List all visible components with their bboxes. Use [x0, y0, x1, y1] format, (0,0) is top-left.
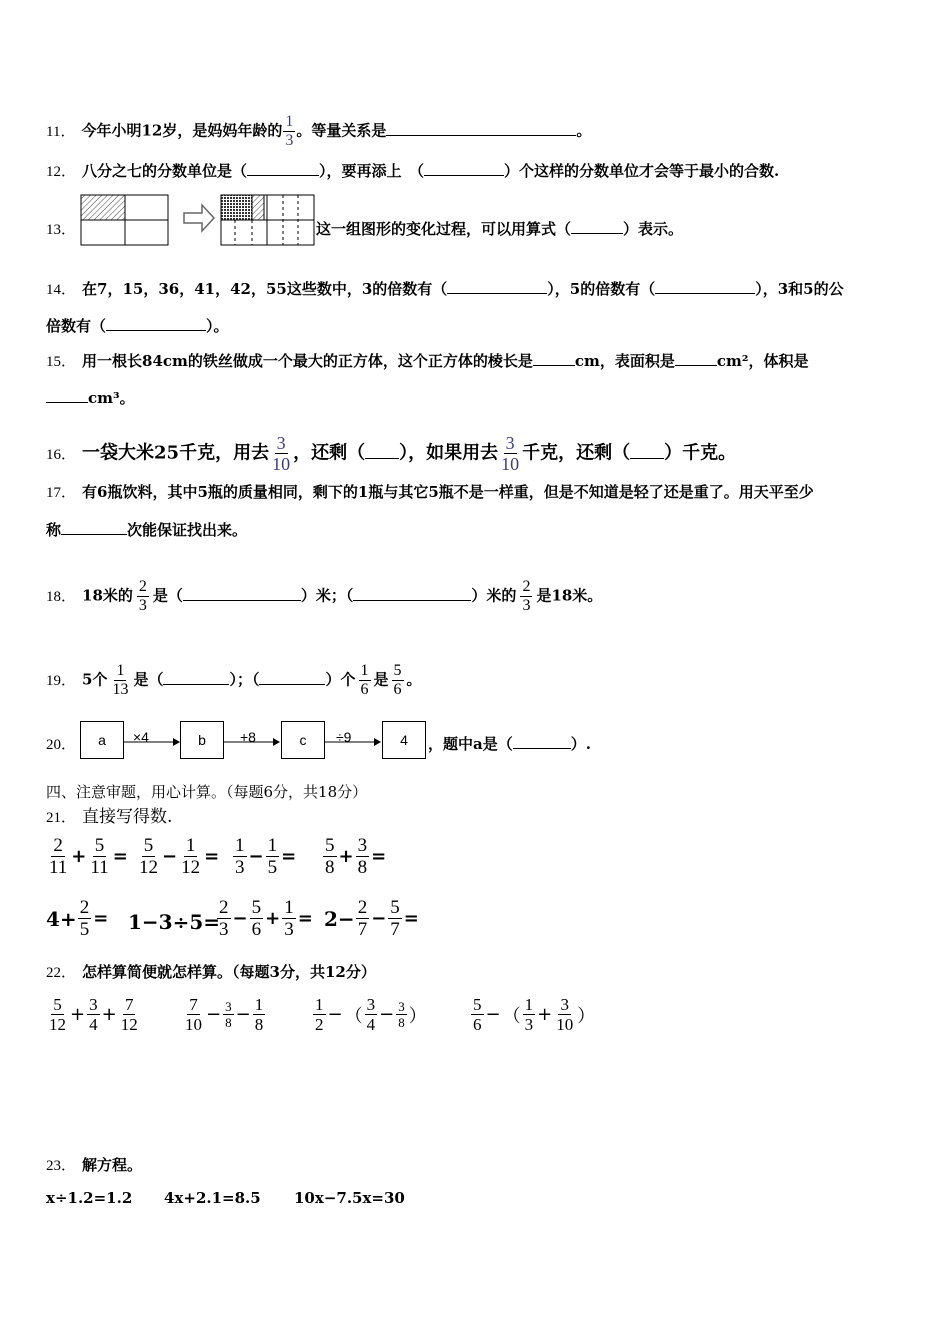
answer-blank[interactable] — [365, 444, 399, 459]
fraction: $\frac{1}{3}$ — [284, 897, 294, 940]
question-15: 15． 用一根长84cm的铁丝做成一个最大的正方体，这个正方体的棱长是 cm，表面积是 cm²，体积是 — [46, 352, 809, 370]
answer-blank[interactable] — [447, 279, 547, 294]
question-number: 22． — [46, 965, 77, 981]
calc-1: $\frac{2}{11}$ + $\frac{5}{11}$ = — [49, 835, 128, 878]
fraction: $\frac{5}{6}$ — [251, 897, 262, 940]
answer-blank[interactable] — [630, 444, 664, 459]
fraction: $\frac{1}{6}$ — [360, 662, 369, 698]
answer-blank[interactable] — [46, 388, 88, 403]
answer-blank[interactable] — [183, 586, 301, 601]
question-23: 23． 解方程。 — [46, 1156, 143, 1174]
answer-blank[interactable] — [571, 219, 623, 234]
answer-blank[interactable] — [353, 586, 471, 601]
fraction-diagram — [80, 194, 316, 248]
fraction: $\frac{5}{6}$ — [393, 662, 402, 698]
fraction: $\frac{5}{7}$ — [390, 897, 400, 940]
question-19: 19． 5个 $\frac{1}{13}$ 是（ ）；（ ）个 $\frac{1}{6}$ 是 $\frac{5}{6}$ 。 — [46, 662, 422, 698]
calc-6: 1−3÷5= — [128, 910, 221, 934]
question-21: 21． 直接写得数. — [46, 807, 173, 827]
fraction: $\frac{1}{13}$ — [112, 662, 129, 698]
fraction: $\frac{3}{8}$ — [398, 999, 405, 1030]
question-11: 11． 今年小明12岁，是妈妈年龄的 $\frac{1}{3}$ 。等量关系是 。 — [46, 113, 592, 149]
fraction: $\frac{5}{6}$ — [473, 995, 482, 1034]
fraction: $\frac{3}{10}$ — [272, 433, 291, 474]
question-18: 18． 18米的 $\frac{2}{3}$ 是（ ）米；（ ）米的 $\frac{2}{3}$ 是18米。 — [46, 578, 603, 614]
fraction: $\frac{2}{11}$ — [49, 835, 68, 878]
fraction: $\frac{1}{8}$ — [254, 995, 264, 1034]
answer-blank[interactable] — [424, 161, 504, 176]
rect-before — [81, 195, 168, 245]
arrow-icon — [324, 738, 381, 746]
simplify-4: $\frac{5}{6}$ − （ $\frac{1}{3}$ + $\frac{3}{10}$ ） — [473, 995, 596, 1034]
question-22: 22． 怎样算简便就怎样算。（每题3分，共12分） — [46, 963, 376, 981]
fraction: $\frac{1}{2}$ — [315, 995, 324, 1034]
flow-box-b: b — [180, 721, 224, 759]
equation-1: x÷1.2=1.2 — [46, 1189, 133, 1207]
fraction: $\frac{2}{7}$ — [357, 897, 368, 940]
simplify-1: $\frac{5}{12}$ + $\frac{3}{4}$ + $\frac{7}{12}$ — [49, 995, 138, 1034]
fraction: $\frac{1}{3}$ — [524, 995, 534, 1034]
calc-2: $\frac{5}{12}$ − $\frac{1}{12}$ = — [139, 835, 220, 878]
fraction: $\frac{1}{3}$ — [285, 113, 294, 149]
answer-blank[interactable] — [655, 279, 755, 294]
question-number: 23． — [46, 1158, 77, 1174]
question-number: 11． — [46, 123, 76, 140]
equation-3: 10x−7.5x=30 — [294, 1189, 405, 1207]
answer-blank[interactable] — [386, 121, 576, 136]
answer-blank[interactable] — [675, 351, 717, 366]
fraction: $\frac{3}{4}$ — [89, 995, 98, 1034]
fraction: $\frac{7}{12}$ — [120, 995, 138, 1034]
fraction: $\frac{3}{8}$ — [357, 835, 368, 878]
fraction: $\frac{3}{4}$ — [366, 995, 376, 1034]
question-number: 18． — [46, 588, 77, 605]
fraction: $\frac{3}{10}$ — [501, 433, 520, 474]
question-20: ，题中a是（ ）. — [428, 735, 591, 753]
flow-box-a: a — [80, 721, 124, 759]
answer-blank[interactable] — [106, 316, 206, 331]
simplify-2: $\frac{7}{10}$ − $\frac{3}{8}$ − $\frac{1}{8}$ — [185, 995, 264, 1034]
question-number: 15． — [46, 354, 77, 370]
question-16: 16． 一袋大米25千克，用去 $\frac{3}{10}$ ，还剩（ ），如果用去 $\frac{3}{10}$ 千克，还剩（ ）千克。 — [46, 433, 737, 474]
question-number: 16． — [46, 446, 77, 463]
question-number: 12． — [46, 164, 77, 180]
question-20-number: 20． — [46, 737, 77, 753]
calc-4: $\frac{5}{8}$ + $\frac{3}{8}$ = — [325, 835, 387, 878]
fraction: $\frac{1}{3}$ — [235, 835, 245, 878]
equation-2: 4x+2.1=8.5 — [164, 1189, 261, 1207]
question-number: 21． — [46, 810, 77, 826]
calc-5: 4+ $\frac{2}{5}$ = — [46, 897, 109, 940]
question-13: 这一组图形的变化过程，可以用算式（ ）表示。 — [316, 220, 684, 238]
flow-op-times: ×4 — [133, 729, 149, 745]
question-17: 17． 有6瓶饮料，其中5瓶的质量相同，剩下的1瓶与其它5瓶不是一样重，但是不知道是轻了还是重了。用天平至少 — [46, 483, 814, 501]
answer-blank[interactable] — [247, 161, 319, 176]
question-15-cont: cm³。 — [46, 388, 135, 408]
answer-blank[interactable] — [61, 520, 127, 535]
calc-7: $\frac{2}{3}$ − $\frac{5}{6}$ + $\frac{1}{3}$ = — [219, 897, 313, 940]
question-14: 14． 在7，15，36，41，42，55这些数中，3的倍数有（ ），5的倍数有（ ），3和5的公 — [46, 280, 844, 298]
calc-8: 2− $\frac{2}{7}$ − $\frac{5}{7}$ = — [324, 897, 419, 940]
fraction: $\frac{2}{3}$ — [138, 578, 147, 614]
question-number: 17． — [46, 485, 77, 501]
fraction: $\frac{2}{3}$ — [522, 578, 531, 614]
section-4-title: 四、注意审题，用心计算。（每题6分，共18分） — [46, 783, 368, 801]
answer-blank[interactable] — [259, 670, 325, 685]
question-14-cont: 倍数有（ ）。 — [46, 317, 229, 335]
simplify-3: $\frac{1}{2}$ − （ $\frac{3}{4}$ − $\frac{3}{8}$ ） — [315, 995, 427, 1034]
rect-after — [221, 195, 314, 245]
fraction: $\frac{1}{5}$ — [267, 835, 278, 878]
question-13-number: 13． — [46, 222, 77, 238]
fraction: $\frac{3}{8}$ — [225, 999, 232, 1030]
question-number: 14． — [46, 282, 77, 298]
fraction: $\frac{5}{12}$ — [139, 835, 158, 878]
fraction: $\frac{1}{12}$ — [181, 835, 201, 878]
flow-box-c: c — [281, 721, 325, 759]
flow-op-plus: +8 — [240, 729, 256, 745]
answer-blank[interactable] — [513, 734, 571, 749]
answer-blank[interactable] — [533, 351, 575, 366]
question-17-cont: 称 次能保证找出来。 — [46, 521, 248, 539]
fraction: $\frac{5}{8}$ — [325, 835, 335, 878]
fraction: $\frac{5}{11}$ — [90, 835, 109, 878]
arrow-icon — [123, 738, 180, 746]
question-number: 19． — [46, 672, 77, 689]
fraction: $\frac{2}{5}$ — [79, 897, 90, 940]
fraction: $\frac{5}{12}$ — [49, 995, 66, 1034]
flow-op-divide: ÷9 — [336, 729, 352, 745]
fraction: $\frac{3}{10}$ — [556, 995, 574, 1034]
arrow-icon — [184, 205, 214, 231]
fraction: $\frac{2}{3}$ — [219, 897, 229, 940]
calc-3: $\frac{1}{3}$ − $\frac{1}{5}$ = — [235, 835, 297, 878]
flow-box-result: 4 — [382, 721, 426, 759]
fraction: $\frac{7}{10}$ — [185, 995, 202, 1034]
question-12: 12． 八分之七的分数单位是（ ），要再添上 （ ）个这样的分数单位才会等于最小的合数. — [46, 162, 780, 180]
answer-blank[interactable] — [163, 670, 229, 685]
